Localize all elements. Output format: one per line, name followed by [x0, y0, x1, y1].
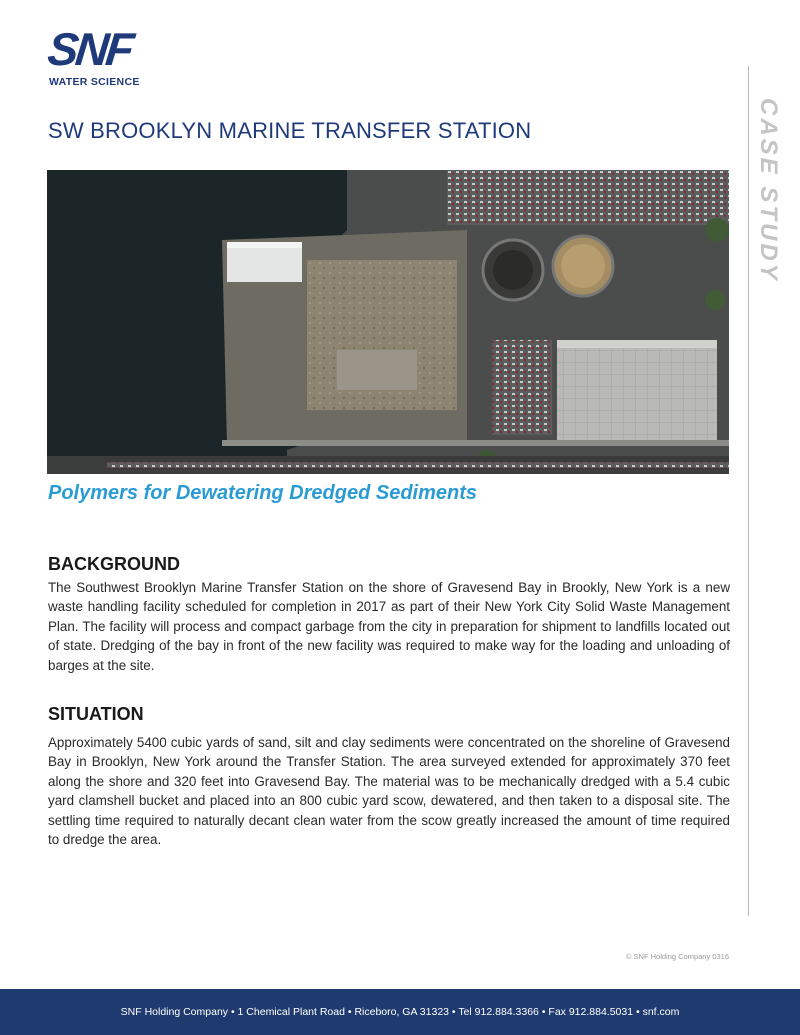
section-body-background: The Southwest Brooklyn Marine Transfer Station on the shore of Gravesend Bay in Brookly, New York is a new waste handling facility scheduled for completion in 2017 as part of their New York City Solid Waste Management Plan. The facility will process and compact garbage from the city in preparation for shipment to landfills located out of state. Dredging of the bay in front of the new facility was required to make way for the loading and unloading of barges at the site. — [48, 580, 730, 673]
footer-contact-text: SNF Holding Company • 1 Chemical Plant Road • Riceboro, GA 31323 • Tel 912.884.3366 • Fax 912.884.5031 • snf.com — [120, 1006, 680, 1018]
section-heading-background: BACKGROUND — [48, 554, 180, 574]
side-label — [748, 66, 794, 916]
logo-mark: SNF — [45, 23, 134, 75]
footer-bar — [0, 989, 800, 1035]
section-heading-situation: SITUATION — [48, 704, 144, 724]
copyright-notice: © SNF Holding Company 0316 — [625, 952, 729, 961]
subtitle: Polymers for Dewatering Dredged Sediments — [48, 482, 478, 504]
side-divider — [748, 66, 749, 916]
case-study-label: CASE STUDY — [755, 98, 782, 283]
snf-logo — [45, 23, 158, 90]
aerial-photo-illustration — [47, 170, 729, 474]
page-title: SW BROOKLYN MARINE TRANSFER STATION — [48, 118, 532, 143]
aerial-photo — [47, 170, 729, 474]
section-body-situation: Approximately 5400 cubic yards of sand, silt and clay sediments were concentrated on the shoreline of Gravesend Bay in Brooklyn, New York around the Transfer Station. The area surveyed extended for approximately 370 feet along the shore and 320 feet into Gravesend Bay. The material was to be mechanically dredged with a 5.4 cubic yard clamshell bucket and placed into an 800 cubic yard scow, dewatered, and then taken to a disposal site. The settling time required to naturally decant clean water from the scow greatly increased the amount of time required to dredge the area. — [48, 735, 730, 848]
logo-subtitle: WATER SCIENCE — [49, 76, 140, 88]
